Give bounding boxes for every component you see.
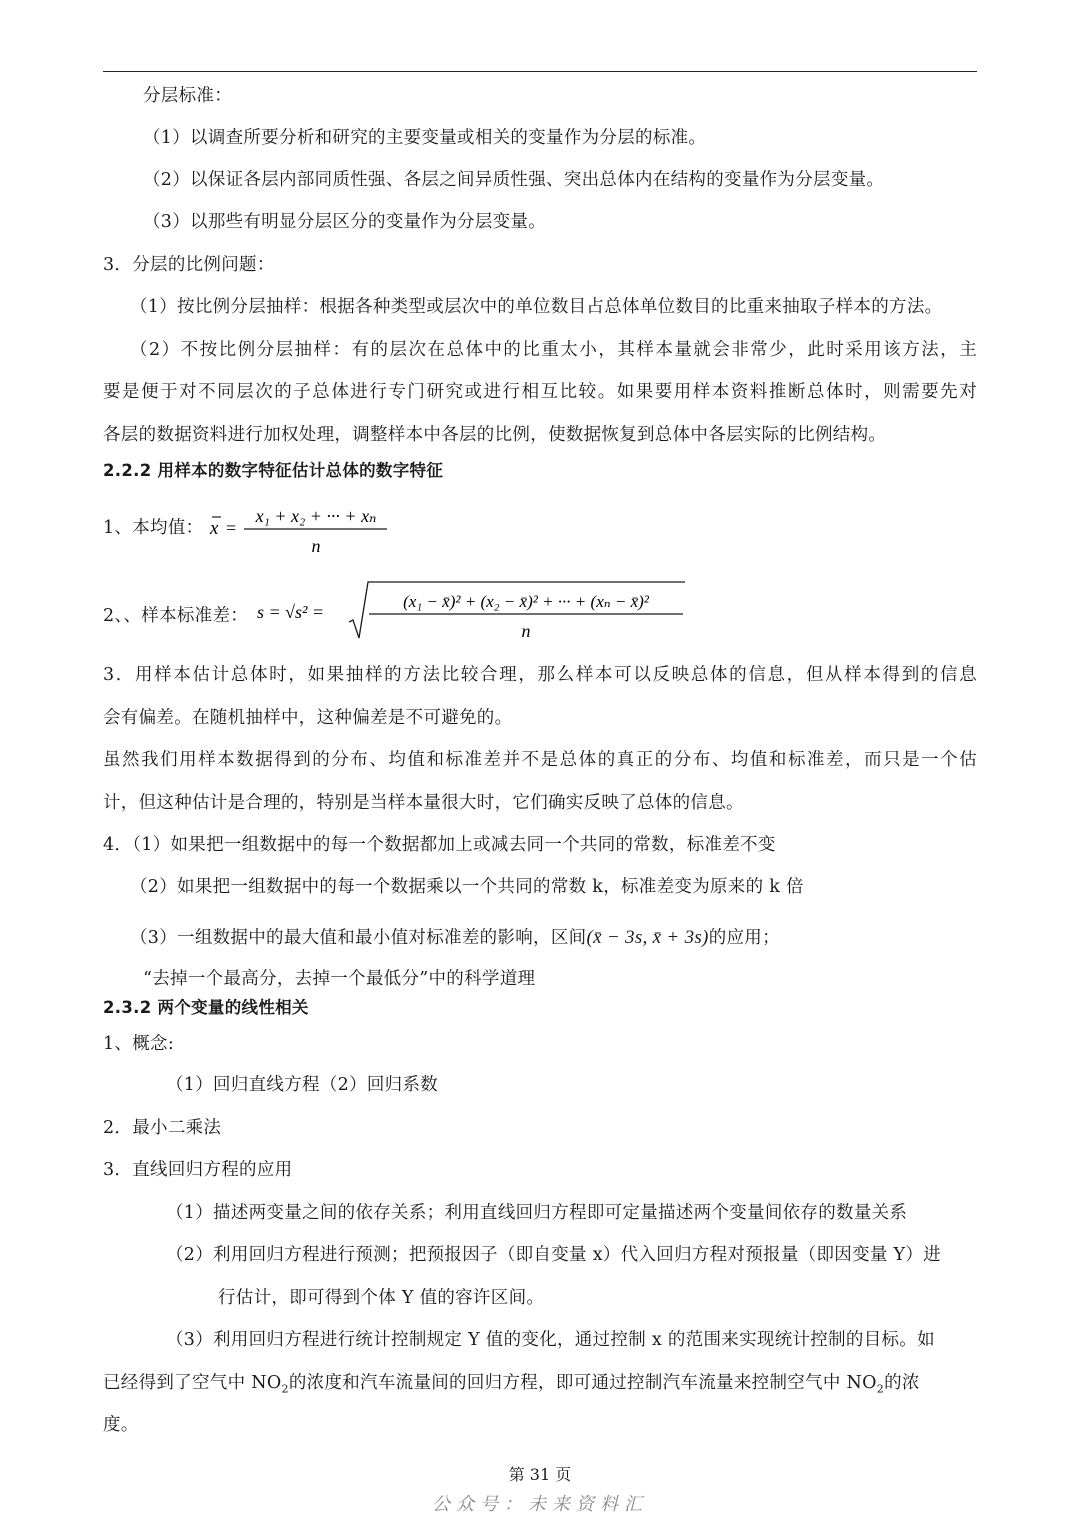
ratio-item-2-line-2: 要是便于对不同层次的子总体进行专门研究或进行相互比较。如果要用样本资料推断总体时，则需要先对	[103, 382, 977, 402]
app3-text-c: 的浓	[884, 1373, 920, 1393]
watermark: 公众号：未来资料汇	[432, 1494, 648, 1515]
application-2-line-1: （2）利用回归方程进行预测；把预报因子（即自变量 x）代入回归方程对预报量（即因变量 Y）进	[166, 1245, 941, 1265]
application-3-line-3: 度。	[103, 1415, 139, 1435]
sd-denominator: n	[521, 621, 531, 641]
sd-numerator: (x₁ − x̄)² + (x₂ − x̄)² + ··· + (xₙ − x̄)²	[403, 592, 649, 611]
ratio-item-2-line-1: （2）不按比例分层抽样：有的层次在总体中的比重太小，其样本量就会非常少，此时采用该方法，主	[130, 340, 977, 360]
application-title: 3．直线回归方程的应用	[103, 1160, 293, 1180]
ratio-item-2-line-3: 各层的数据资料进行加权处理，调整样本中各层的比例，使数据恢复到总体中各层实际的比例结构。	[103, 425, 887, 445]
application-3-line-2	[103, 1371, 920, 1402]
property-4-3-text: （3）一组数据中的最大值和最小值对标准差的影响，区间	[130, 928, 587, 948]
estimate-line-1: 3．用样本估计总体时，如果抽样的方法比较合理，那么样本可以反映总体的信息，但从样本得到的信息	[103, 665, 977, 685]
svg-text:=: =	[226, 518, 237, 538]
no2-subscript: 2	[876, 1382, 885, 1396]
property-4-3	[130, 926, 780, 950]
section-heading-2-2-2: 2.2.2 用样本的数字特征估计总体的数字特征	[103, 461, 444, 480]
mean-numerator: x₁ + x₂ + ··· + xₙ	[255, 506, 377, 526]
page-number: 第 31 页	[508, 1465, 572, 1484]
application-2-line-2: 行估计，即可得到个体 Y 值的容许区间。	[218, 1288, 545, 1308]
app3-text-a: 已经得到了空气中 NO	[103, 1373, 282, 1393]
property-4-quote: “去掉一个最高分，去掉一个最低分”中的科学道理	[143, 969, 536, 989]
ratio-title: 3．分层的比例问题：	[103, 255, 275, 275]
mean-label: 1、本均值：	[103, 518, 204, 538]
property-4-1: 4．（1）如果把一组数据中的每一个数据都加上或减去同一个共同的常数，标准差不变	[103, 835, 776, 855]
note-line-2: 计，但这种估计是合理的，特别是当样本量很大时，它们确实反映了总体的信息。	[103, 793, 744, 813]
strat-std-item-3: （3）以那些有明显分层区分的变量作为分层变量。	[143, 212, 547, 232]
no2-subscript: 2	[281, 1382, 289, 1396]
application-1: （1）描述两变量之间的依存关系；利用直线回归方程即可定量描述两个变量间依存的数量关系	[166, 1203, 908, 1223]
mean-denominator: n	[311, 536, 321, 556]
concept-title: 1、概念:	[103, 1034, 175, 1054]
interval-expression: (x̄ − 3s, x̄ + 3s)	[586, 927, 709, 948]
sd-label: 2、、样本标准差：	[103, 606, 249, 626]
app3-text-b: 的浓度和汽车流量间的回归方程，即可通过控制汽车流量来控制空气中 NO	[288, 1373, 877, 1393]
strat-std-item-2: （2）以保证各层内部同质性强、各层之间异质性强、突出总体内在结构的变量作为分层变量。	[143, 170, 885, 190]
sd-lhs: s = √s² =	[257, 602, 325, 622]
sd-formula	[255, 576, 695, 646]
property-4-3-suffix: 的应用；	[708, 928, 780, 948]
note-line-1: 虽然我们用样本数据得到的分布、均值和标准差并不是总体的真正的分布、均值和标准差，而只是一个估	[103, 750, 977, 770]
strat-std-title: 分层标准：	[143, 86, 232, 106]
section-heading-2-3-2: 2.3.2 两个变量的线性相关	[103, 998, 309, 1017]
header-rule	[103, 71, 977, 72]
concept-items: （1）回归直线方程（2）回归系数	[166, 1075, 439, 1095]
mean-lhs: x	[210, 518, 219, 539]
strat-std-item-1: （1）以调查所要分析和研究的主要变量或相关的变量作为分层的标准。	[143, 128, 707, 148]
least-squares: 2．最小二乘法	[103, 1118, 222, 1138]
application-3-line-1: （3）利用回归方程进行统计控制规定 Y 值的变化，通过控制 x 的范围来实现统计控制的目标。如	[166, 1330, 935, 1350]
property-4-2: （2）如果把一组数据中的每一个数据乘以一个共同的常数 k，标准差变为原来的 k 倍	[130, 877, 804, 897]
mean-formula	[200, 500, 400, 560]
ratio-item-1: （1）按比例分层抽样：根据各种类型或层次中的单位数目占总体单位数目的比重来抽取子样本的方法。	[130, 297, 943, 317]
estimate-line-2: 会有偏差。在随机抽样中，这种偏差是不可避免的。	[103, 708, 513, 728]
